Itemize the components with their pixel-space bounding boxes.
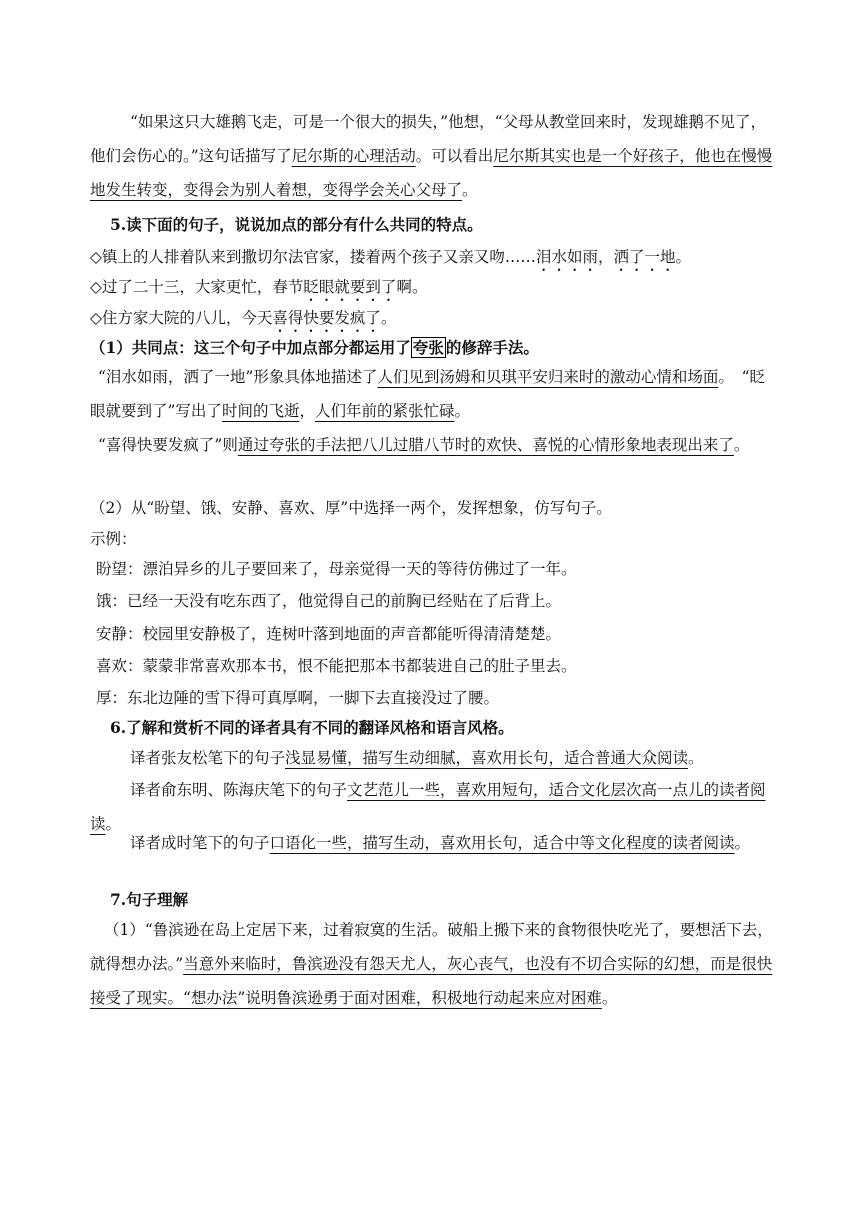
text: “如果这只大雄鹅飞走，可是一个很大的损失，”他想，“父母从教堂回来时，发现雄鹅不见了，他们会伤心的。”这句话描写了: [90, 113, 767, 165]
sentence-2: [90, 270, 780, 305]
example-line: 厚：东北边陲的雪下得可真厚啊，一脚下去直接没过了腰。: [96, 689, 500, 707]
text: （1）共同点：这三个句子中加点部分都运用了: [90, 338, 411, 357]
answer-underline: 人们见到汤姆和贝琪平安归来时的激动心情和场面: [377, 368, 719, 386]
answer-underline: 口语化一些，描写生动，喜欢用长句，适合中等文化程度的读者阅读: [269, 834, 735, 852]
answer-underline: 时间的飞逝: [221, 402, 300, 420]
text: （1）“鲁滨逊在岛上定居下来，过着寂寞的生活。破船上搬下来的食物很快吃光了，要想活下去，就得想办法。”: [90, 921, 773, 973]
text: ◇镇上的人排着队来到撒切尔法官家，搂着两个孩子又亲又吻……: [90, 248, 536, 266]
text: ◇过了二十三，大家更忙，春节: [90, 278, 304, 296]
text: 。: [105, 815, 122, 833]
example-line: 盼望：漂泊异乡的儿子要回来了，母亲觉得一天的等待仿佛过了一年。: [96, 560, 577, 578]
answer-underline: 人们年前的紧张忙碌: [314, 402, 455, 420]
question-5-title: 5.读下面的句子，说说加点的部分有什么共同的特点。: [110, 215, 483, 234]
text: 译者俞东明、陈海庆笔下的句子: [130, 781, 348, 799]
example-line: 安静：校园里安静极了，连树叶落到地面的声音都能听得清清楚楚。: [96, 625, 562, 643]
text: 。: [675, 248, 691, 266]
dotted-phrase: 喜得快要发疯了: [272, 309, 381, 327]
question-6-title: 6.了解和赏析不同的译者具有不同的翻译风格和语言风格。: [110, 718, 514, 737]
text: ，: [299, 402, 315, 420]
text: 。 “眨眼就要到了”写出了: [90, 368, 766, 420]
text: 。: [462, 181, 478, 199]
paragraph-nils: [90, 105, 780, 207]
answer-underline: 通过夸张的手法把八儿过腊八节时的欢快、喜悦的心情形象地表现出来了: [237, 436, 734, 454]
text: 。: [688, 749, 704, 767]
answer-underline: 浅显易懂，描写生动细腻，喜欢用长句，适合普通大众阅读: [285, 749, 689, 767]
boxed-answer: 夸张: [412, 338, 444, 357]
imitation-prompt: （2）从“盼望、饿、安静、喜欢、厚”中选择一两个，发挥想象，仿写句子。: [90, 499, 612, 517]
answer-underline: 当意外来临时，鲁滨逊没有怨天尤人，灰心丧气，也没有不切合实际的幻想，而是很快接受了现实。“想办法”说明鲁滨逊勇于面对困难，积极地行动起来应对困难: [90, 955, 773, 1007]
text: 译者成时笔下的句子: [130, 834, 270, 852]
text: 。: [601, 989, 618, 1007]
dotted-phrase: 眨眼就要到了: [303, 278, 397, 296]
answer-underline: 尼尔斯其实也是一个好孩子，他也在慢慢地发生转变，变得会为别人着想，变得学会关心父母了: [90, 147, 773, 199]
text: ◇住方家大院的八儿，今天: [90, 309, 273, 327]
text: 。: [380, 309, 397, 327]
text: “喜得快要发疯了”则: [98, 436, 238, 454]
example-line: 喜欢：蒙蒙非常喜欢那本书，恨不能把那本书都装进自己的肚子里去。: [96, 657, 577, 675]
text: 啊。: [396, 278, 428, 296]
text: 。: [734, 834, 751, 852]
explanation-1: [90, 360, 780, 428]
text: 。: [454, 402, 470, 420]
translator-3: [90, 826, 780, 860]
text: 。: [733, 436, 750, 454]
dotted-phrase: 泪水如雨，洒了一地: [535, 248, 676, 266]
text: 的修辞手法。: [445, 338, 539, 357]
example-label: 示例：: [90, 530, 137, 548]
example-line: 饿：已经一天没有吃东西了，他觉得自己的前胸已经贴在了后背上。: [96, 592, 562, 610]
sentence-understanding: [90, 913, 780, 1015]
answer-underline: 尼尔斯的心理活动: [291, 147, 416, 165]
text: 。可以看出: [415, 147, 494, 165]
explanation-2: [90, 428, 780, 462]
text: “泪水如雨，洒了一地”形象具体地描述了: [98, 368, 378, 386]
answer-underline: 文艺范儿一些，喜欢用短句，适合文化层次高一点儿的读者阅读: [90, 781, 766, 833]
translator-1: [90, 741, 780, 775]
text: 译者张友松笔下的句子: [130, 749, 286, 767]
question-7-title: 7.句子理解: [110, 890, 189, 909]
